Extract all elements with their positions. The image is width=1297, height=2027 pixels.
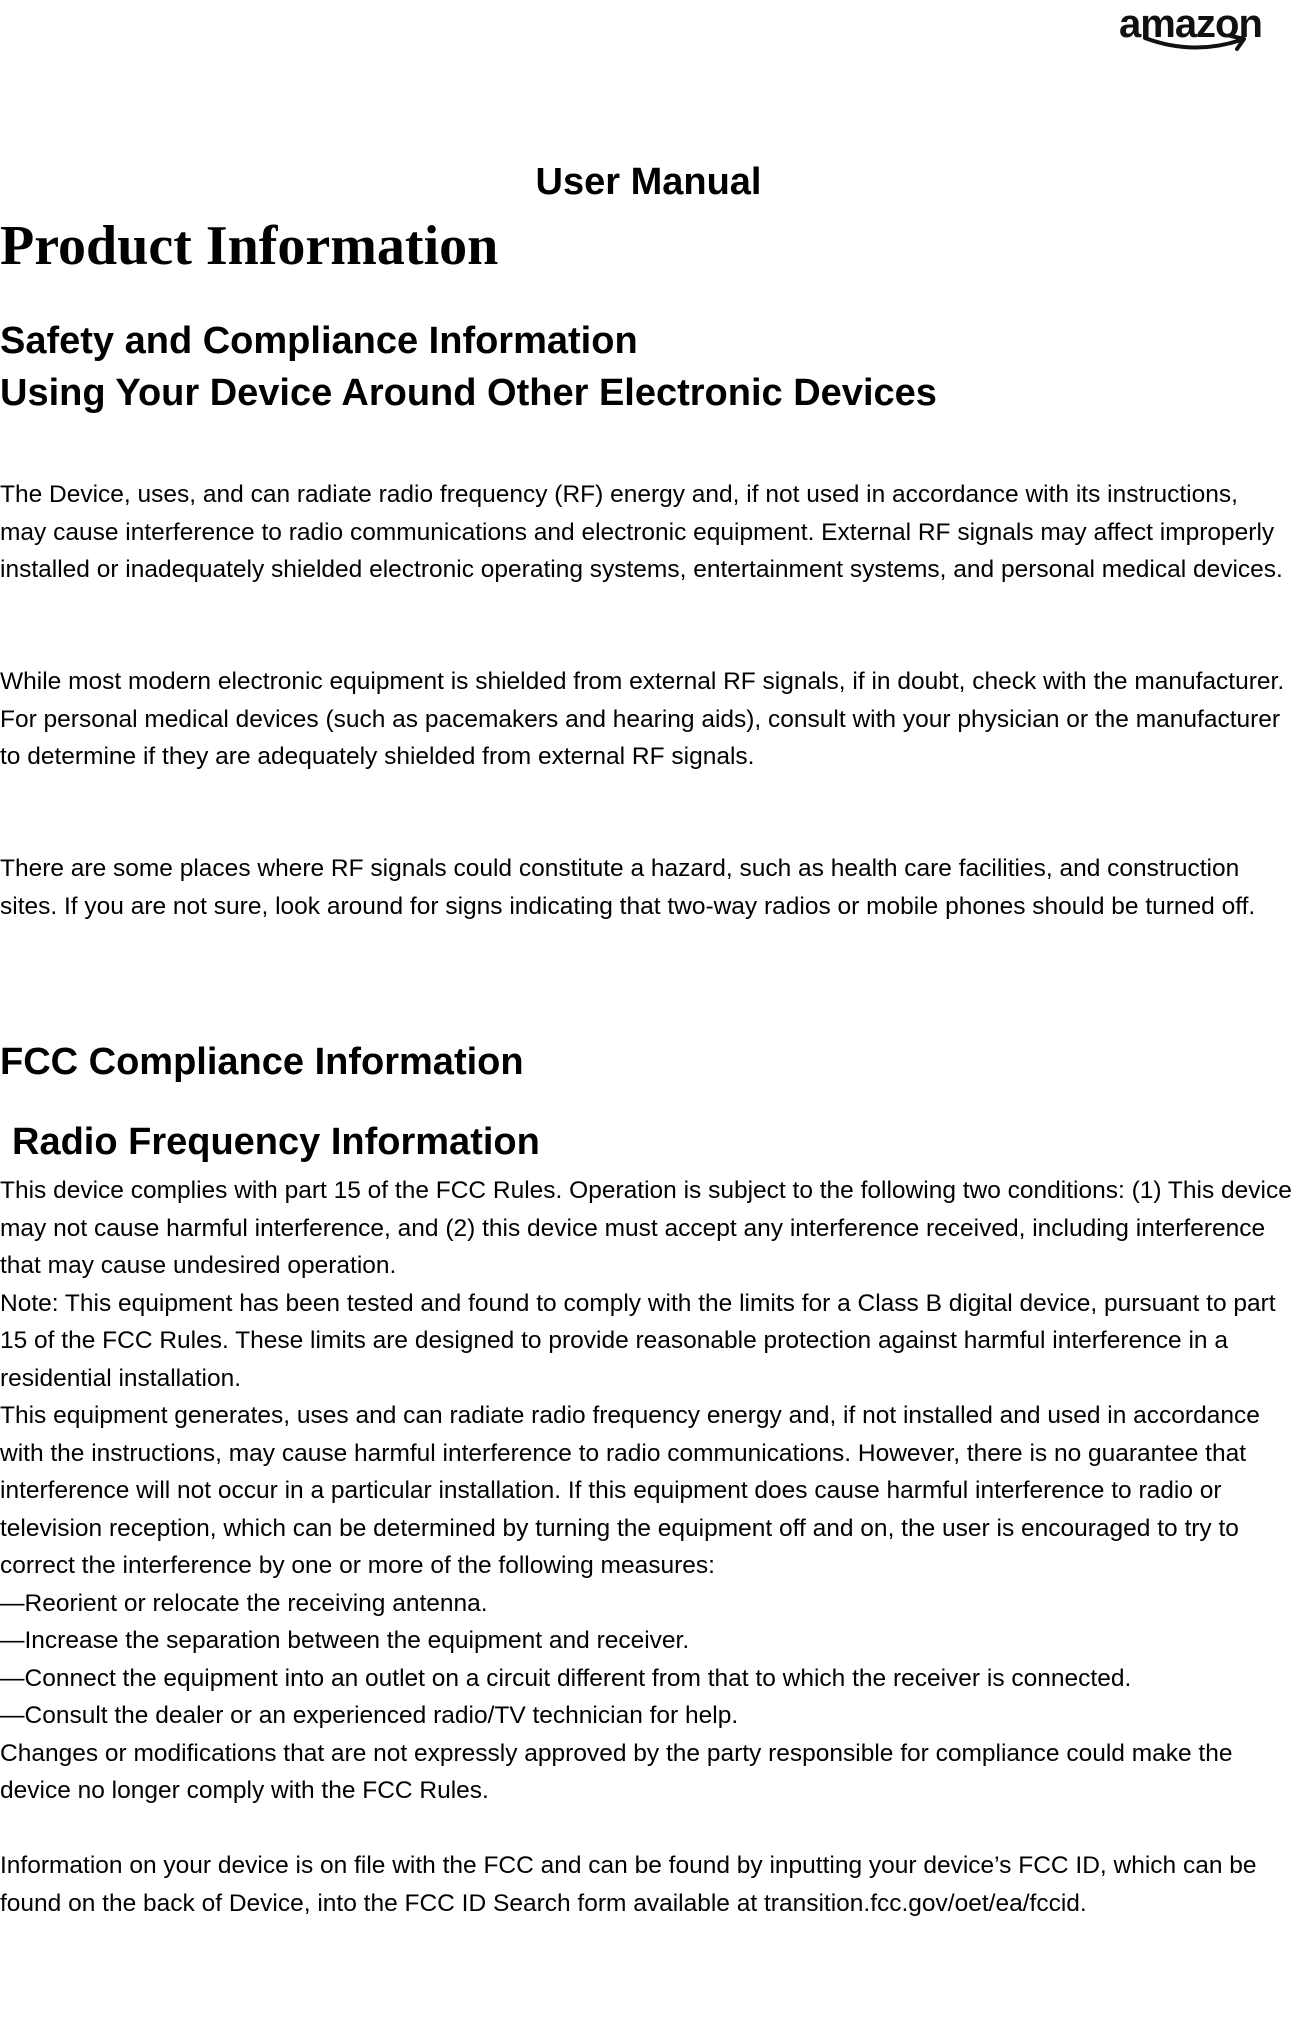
rf-energy-paragraph: The Device, uses, and can radiate radio frequency (RF) energy and, if not used in accordance with its instructions, may cause interference to radio communications and electronic equipment. External RF signals may affect improperly installed or inadequately shielded electronic operating systems, entertainment systems, and personal medical devices.	[0, 481, 1283, 583]
safety-compliance-heading: Safety and Compliance Information	[0, 320, 638, 362]
smile-arrow-icon	[1141, 34, 1251, 54]
product-information-heading: Product Information	[0, 215, 499, 277]
fcc-id-information: Information on your device is on file with the FCC and can be found by inputting your device’s FCC ID, which can be found on the back of Device, into the FCC ID Search form available at transition.fcc.gov/oet/ea/fccid.	[0, 1852, 1257, 1917]
amazon-logo	[1119, 4, 1289, 54]
smile-curve	[1145, 38, 1241, 48]
document-title: User Manual	[535, 161, 762, 203]
fcc-interference-statement: This equipment generates, uses and can radiate radio frequency energy and, if not installed and used in accordance with the instructions, may cause harmful interference to radio communications. However, there is no guarantee that interference will not occur in a particular installation. If this equipment does cause harmful interference to radio or television reception, which can be determined by turning the equipment off and on, the user is encouraged to try to correct the interference by one or more of the following measures:	[0, 1402, 1260, 1579]
fcc-compliance-heading: FCC Compliance Information	[0, 1041, 524, 1083]
fcc-class-b-note: Note: This equipment has been tested and found to comply with the limits for a Class B digital device, pursuant to part 15 of the FCC Rules. These limits are designed to provide reasonable protection against harmful interference in a residential installation.	[0, 1289, 1276, 1392]
measure-increase-separation: —Increase the separation between the equipment and receiver.	[0, 1627, 690, 1654]
logo-wordmark: amazon	[1119, 2, 1262, 46]
fcc-part15-conditions: This device complies with part 15 of the FCC Rules. Operation is subject to the following two conditions: (1) This device may not cause harmful interference, and (2) this device must accept any interference received, including interference that may cause undesired operation.	[0, 1177, 1292, 1279]
paragraph-gap	[0, 1810, 1295, 1848]
fcc-modifications-warning: Changes or modifications that are not expressly approved by the party responsible for compliance could make the device no longer comply with the FCC Rules.	[0, 1739, 1233, 1804]
medical-devices-paragraph: While most modern electronic equipment is shielded from external RF signals, if in doubt, check with the manufacturer. For personal medical devices (such as pacemakers and hearing aids), consult with your physician or the manufacturer to determine if they are adequately shielded from external RF signals.	[0, 668, 1285, 770]
rf-hazard-paragraph: There are some places where RF signals could constitute a hazard, such as health care facilities, and construction sites. If you are not sure, look around for signs indicating that two-way radios or mobile phones should be turned off.	[0, 855, 1256, 920]
electronic-devices-subheading: Using Your Device Around Other Electronic Devices	[0, 372, 937, 414]
measure-consult-dealer: —Consult the dealer or an experienced radio/TV technician for help.	[0, 1702, 739, 1729]
fcc-text-block	[0, 1172, 1295, 1922]
measure-reorient-antenna: —Reorient or relocate the receiving antenna.	[0, 1589, 488, 1617]
measure-different-outlet: —Connect the equipment into an outlet on a circuit different from that to which the receiver is connected.	[0, 1664, 1132, 1692]
radio-frequency-subheading: Radio Frequency Information	[12, 1121, 540, 1163]
